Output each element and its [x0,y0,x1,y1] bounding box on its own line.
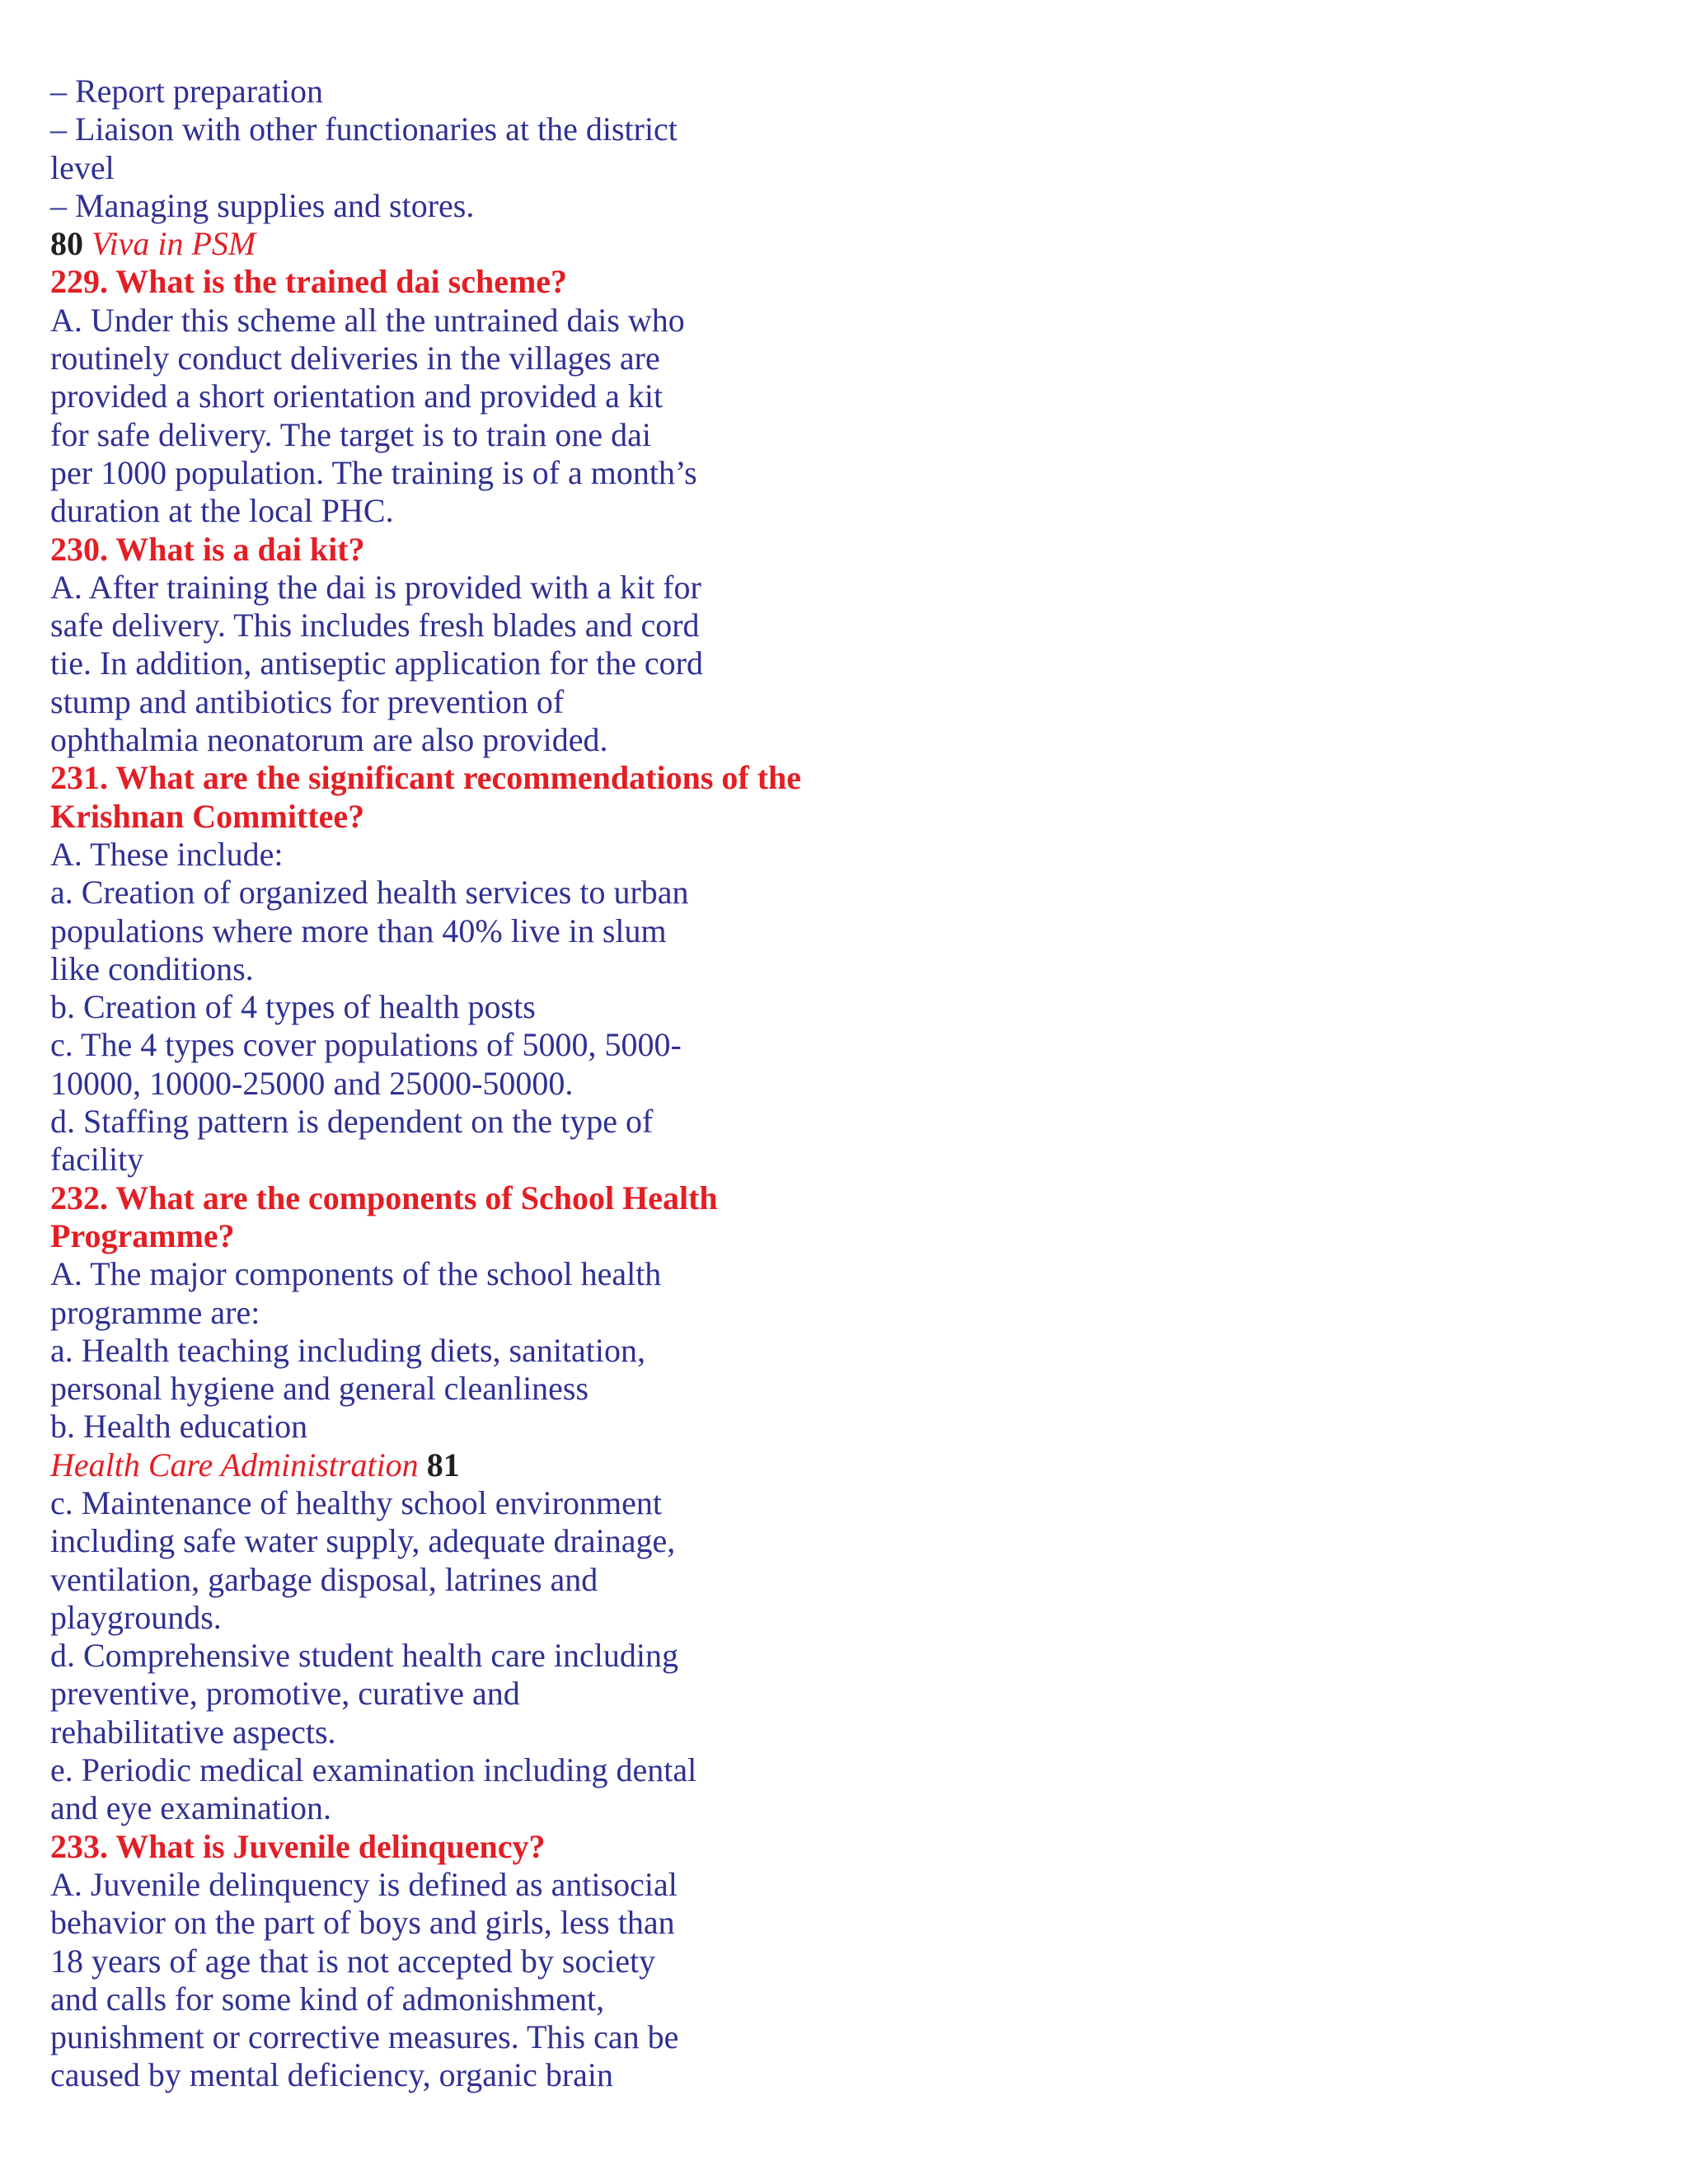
running-title: Viva in PSM [91,225,256,263]
answer-line: a. Creation of organized health services to urban [50,874,689,912]
question-heading: 230. What is a dai kit? [50,530,365,568]
answer-line: like conditions. [50,949,254,987]
answer-line: routinely conduct deliveries in the villages are [50,340,660,377]
answer-line: 18 years of age that is not accepted by society [50,1942,656,1980]
body-line: d. Comprehensive student health care including [50,1637,679,1675]
page-number: 80 [50,225,83,263]
answer-line: a. Health teaching including diets, sanitation, [50,1331,646,1369]
answer-line: c. The 4 types cover populations of 5000, 5000- [50,1026,682,1064]
answer-line: duration at the local PHC. [50,492,394,530]
page-number: 81 [426,1446,460,1483]
question-heading: 232. What are the components of School Health [50,1179,718,1216]
answer-line: tie. In addition, antiseptic application for the cord [50,644,703,682]
question-heading: Programme? [50,1216,235,1254]
question-heading: 231. What are the significant recommendations of the [50,759,802,797]
body-line: playgrounds. [50,1598,222,1636]
body-line: – Liaison with other functionaries at the district [50,110,678,148]
body-line: rehabilitative aspects. [50,1713,336,1750]
answer-line: d. Staffing pattern is dependent on the type of [50,1103,654,1141]
answer-line: stump and antibiotics for prevention of [50,682,565,720]
answer-line: safe delivery. This includes fresh blades and cord [50,607,700,644]
body-line: and eye examination. [50,1789,331,1827]
answer-line: personal hygiene and general cleanliness [50,1370,589,1408]
body-line: ventilation, garbage disposal, latrines and [50,1560,598,1598]
answer-line: for safe delivery. The target is to train one dai [50,415,652,453]
question-heading: Krishnan Committee? [50,797,365,835]
answer-line: provided a short orientation and provided a kit [50,377,663,415]
answer-line: behavior on the part of boys and girls, less than [50,1904,675,1942]
body-line: e. Periodic medical examination including dental [50,1751,697,1789]
body-line: level [50,148,115,186]
body-line: – Report preparation [50,73,323,110]
answer-line: A. Under this scheme all the untrained dais who [50,301,685,339]
answer-line: ophthalmia neonatorum are also provided. [50,721,608,759]
answer-line: A. After training the dai is provided with a kit for [50,568,701,606]
answer-line: per 1000 population. The training is of a month’s [50,453,697,491]
answer-line: A. Juvenile delinquency is defined as antisocial [50,1865,678,1903]
body-line: – Managing supplies and stores. [50,186,475,224]
document-page [50,73,874,2095]
running-title: Health Care Administration [50,1446,419,1483]
question-heading: 229. What is the trained dai scheme? [50,263,568,301]
body-line: preventive, promotive, curative and [50,1675,520,1713]
answer-line: and calls for some kind of admonishment, [50,1980,605,2018]
page-header-80 [50,225,874,263]
answer-line: A. The major components of the school health [50,1255,662,1293]
body-line: including safe water supply, adequate drainage, [50,1522,676,1560]
answer-line: A. These include: [50,835,284,873]
answer-line: b. Health education [50,1408,308,1446]
answer-line: populations where more than 40% live in slum [50,912,667,949]
answer-line: programme are: [50,1293,260,1331]
answer-line: facility [50,1141,144,1179]
answer-line: b. Creation of 4 types of health posts [50,988,536,1026]
answer-line: punishment or corrective measures. This can be [50,2018,679,2056]
body-line: c. Maintenance of healthy school environment [50,1483,662,1521]
page-header-81 [50,1446,874,1484]
question-heading: 233. What is Juvenile delinquency? [50,1827,546,1865]
answer-line: 10000, 10000-25000 and 25000-50000. [50,1064,574,1102]
answer-line: caused by mental deficiency, organic brain [50,2056,614,2094]
